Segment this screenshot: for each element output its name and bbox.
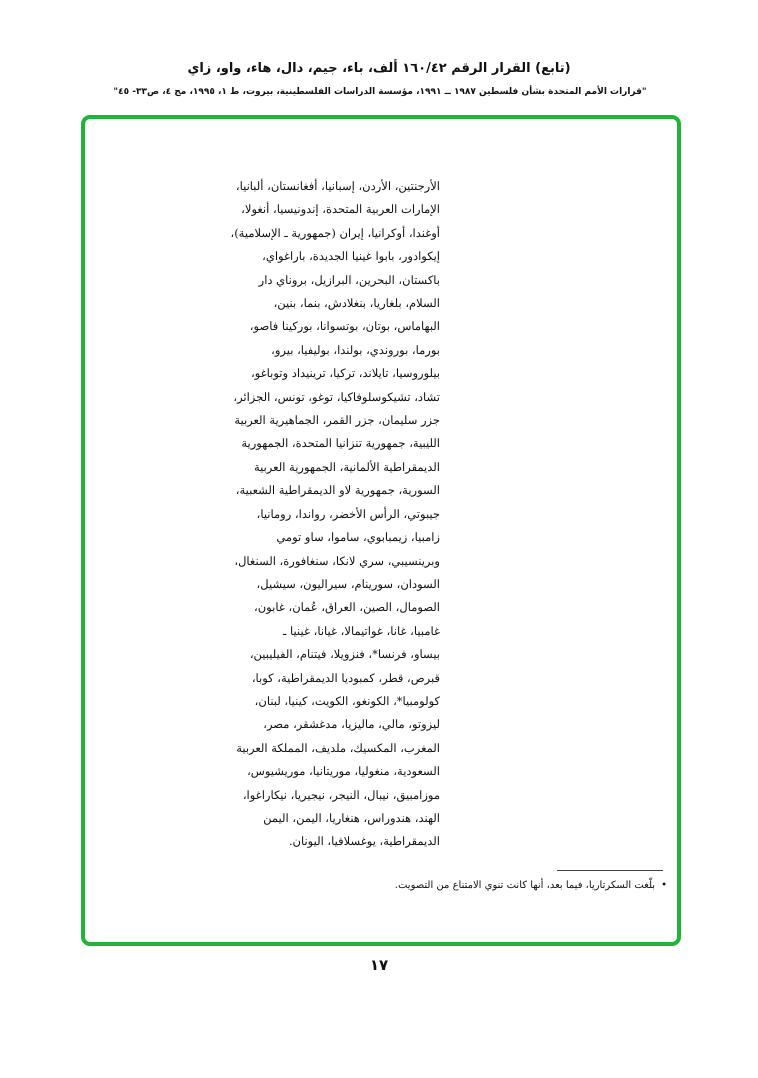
text-line: ليزوتو، مالي، ماليزيا، مدغشقر، مصر، [263,717,440,732]
text-line: السورية، جمهورية لاو الديمقراطية الشعبية، [235,483,440,498]
text-line: المغرب، المكسيك، ملديف، المملكة العربية [236,740,440,755]
text-line: وبرينسيبي، سري لانكا، سنغافورة، السنغال، [234,553,440,568]
text-line: تشاد، تشيكوسلوفاكيا، توغو، تونس، الجزائر، [233,389,440,404]
source-citation: "قرارات الأمم المتحدة بشأن فلسطين ١٩٨٧ ــ ١٩٩١، مؤسسة الدراسات الفلسطينية، بيروت، ط ١، ١٩٩٥، مج ٤، ص٣٣- ٤٥" [113,87,647,97]
text-line: السلام، بلغاريا، بنغلادش، بنما، بنين، [273,296,440,311]
text-line: إيكوادور، بابوا غينيا الجديدة، باراغواي، [262,249,440,264]
text-line: جيبوتي، الرأس الأخضر، رواندا، رومانيا، [256,506,440,521]
text-line: الليبية، جمهورية تنزانيا المتحدة، الجمهورية [241,436,440,451]
text-line: الإمارات العربية المتحدة، إندونيسيا، أنغولا، [241,202,440,217]
text-line: السعودية، منغوليا، موريتانيا، موريشيوس، [247,764,440,779]
text-line: الديمقراطية، يوغسلافيا، اليونان. [288,834,440,849]
text-line: بيلوروسيا، تايلاند، تركيا، ترينيداد وتوباغو، [251,366,440,381]
text-line: زامبيا، زيمبابوي، ساموا، ساو تومي [276,530,440,545]
text-line: الهند، هندوراس، هنغاريا، اليمن، اليمن [263,810,440,825]
text-line: غامبيا، غانا، غواتيمالا، غيانا، غينيا ـ [283,623,440,638]
text-line: كولومبيا*، الكونغو، الكويت، كينيا، لبنان، [254,693,440,708]
text-line: أوغندا، أوكرانيا، إيران (جمهورية ـ الإسلامية)، [230,225,440,240]
page-header-title: (تابع) القرار الرقم ١٦٠/٤٢ ألف، باء، جيم، دال، هاء، واو، زاي [187,61,571,76]
text-line: البهاماس، بوتان، بوتسوانا، بوركينا فاصو، [249,319,440,334]
text-line: الديمقراطية الألمانية، الجمهورية العربية [253,459,440,474]
text-line: السودان، سورينام، سيراليون، سيشيل، [256,576,440,591]
footnote-divider [557,870,663,871]
page-number: ١٧ [369,956,389,974]
text-line: قبرص، قطر، كمبوديا الديمقراطية، كوبا، [251,670,440,685]
text-line: بورما، بوروندي، بولندا، بوليفيا، بيرو، [271,342,440,357]
footnote-text: بلّغت السكرتاريا، فيما بعد، أنها كانت تنوي الامتناع من التصويت. [394,880,656,891]
text-line: باكستان، البحرين، البرازيل، بروناي دار [258,272,440,287]
text-line: الصومال، الصين، العراق، عُمان، غابون، [254,600,440,615]
text-line: بيساو، فرنسا*، فنزويلا، فيتنام، الفيليبين، [249,647,440,662]
text-line: موزامبيق، نيبال، النيجر، نيجيريا، نيكاراغوا، [242,787,440,802]
footnote-bullet-icon: • [661,880,667,891]
voting-list-text [190,175,440,854]
footnote [330,878,667,894]
text-line: الأرجنتين، الأردن، إسبانيا، أفغانستان، ألبانيا، [235,179,440,193]
text-line: جزر سليمان، جزر القمر، الجماهيرية العربية [234,413,440,428]
